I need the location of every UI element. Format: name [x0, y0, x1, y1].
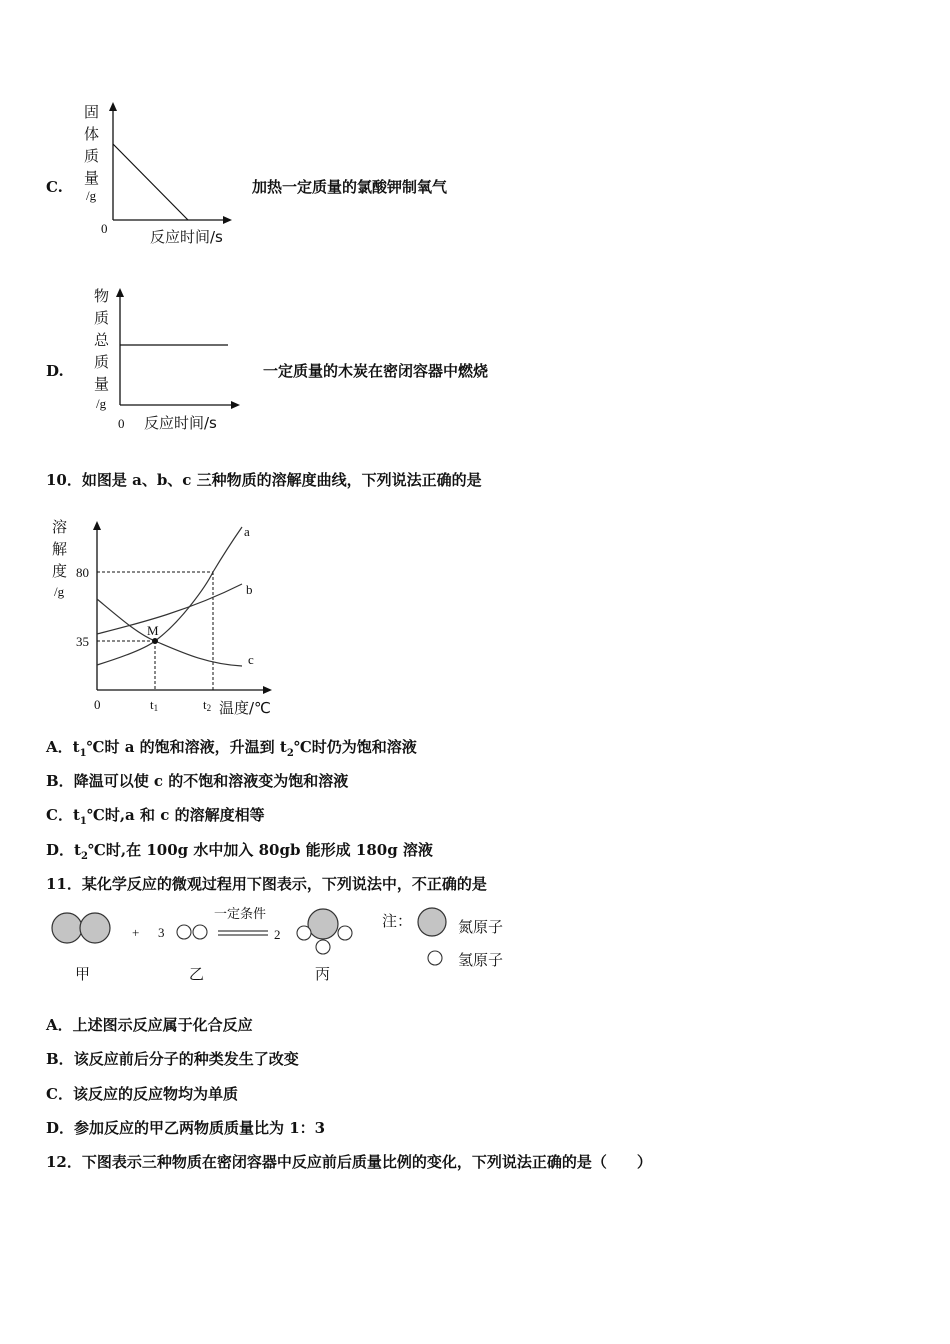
- q11-option-a: [46, 1016, 253, 1034]
- q10-option-a: [46, 738, 417, 763]
- d-xlabel: 反应时间/s: [144, 414, 217, 432]
- q10-series-c-label: c: [248, 652, 254, 667]
- h-atom-icon: [316, 940, 330, 954]
- q11-option-c-letter: C．: [46, 1085, 73, 1103]
- d-x-arrow: [231, 401, 240, 409]
- q10-option-a-text-c: ℃时仍为饱和溶液: [293, 738, 417, 756]
- q10-option-d-letter: D．: [46, 841, 75, 859]
- q11-option-d-letter: D．: [46, 1119, 75, 1137]
- c-ylabel-2: 体: [84, 125, 100, 143]
- q11-coef-yi: 3: [158, 925, 165, 940]
- option-d-graph: [80, 282, 260, 437]
- q10-xtick-t2: t2: [203, 697, 212, 713]
- q10-curve-c: [97, 599, 242, 666]
- c-ylabel-4: 量: [84, 169, 100, 187]
- q11-note: 注：: [382, 912, 413, 930]
- option-c-graph: [70, 96, 250, 251]
- q10-option-d-sub: 2: [80, 851, 88, 862]
- q10-option-c-sub: 1: [79, 816, 87, 827]
- d-ylabel-4: 质: [94, 353, 110, 371]
- q10-option-b-text: 降温可以使 c 的不饱和溶液变为饱和溶液: [73, 772, 349, 790]
- d-ylabel-3: 总: [94, 331, 110, 349]
- q10-option-b: [46, 772, 348, 790]
- q11-option-d-text: 参加反应的甲乙两物质质量比为 1：3: [74, 1119, 326, 1137]
- q10-ytick-35: 35: [76, 634, 89, 649]
- q10-option-a-text-b: ℃时 a 的饱和溶液，升温到 t: [86, 738, 287, 756]
- q11-label-jia: 甲: [75, 965, 91, 983]
- q11-legend-n: 氮原子: [458, 918, 504, 936]
- q10-point-m: [152, 638, 158, 644]
- q10-option-b-letter: B．: [46, 772, 74, 790]
- q10-ylabel-1: 溶: [52, 518, 68, 536]
- q11-option-c: [46, 1085, 238, 1103]
- q10-option-d: [46, 841, 433, 866]
- q11-option-b-letter: B．: [46, 1050, 74, 1068]
- c-xlabel: 反应时间/s: [150, 228, 223, 246]
- legend-h-atom-icon: [428, 951, 442, 965]
- q11-option-a-letter: A．: [46, 1016, 73, 1034]
- q10-solubility-chart: [46, 514, 286, 719]
- d-ylabel-1: 物: [94, 287, 110, 305]
- q10-curve-b: [97, 584, 242, 634]
- option-c-letter: C.: [46, 178, 63, 196]
- q10-ylabel-3: 度: [52, 562, 68, 580]
- q10-option-c: [46, 806, 265, 831]
- q11-stem: 11．某化学反应的微观过程用下图表示，下列说法中，不正确的是: [46, 875, 487, 893]
- q10-option-a-letter: A．: [46, 738, 73, 756]
- q10-option-c-t: t: [72, 806, 80, 824]
- n-atom-icon: [80, 913, 110, 943]
- q11-plus: +: [132, 925, 140, 940]
- legend-n-atom-icon: [418, 908, 446, 936]
- q10-y-arrow: [93, 521, 101, 530]
- q10-xlabel: 温度/℃: [219, 699, 271, 717]
- q10-option-a-sub2: 2: [286, 748, 294, 759]
- d-origin: 0: [118, 416, 125, 431]
- q10-ytick-80: 80: [76, 565, 89, 580]
- h-atom-icon: [177, 925, 191, 939]
- q10-xtick-t1: t1: [150, 697, 159, 713]
- q10-series-a-label: a: [244, 524, 250, 539]
- q11-condition: 一定条件: [214, 907, 267, 922]
- n-atom-icon: [308, 909, 338, 939]
- d-y-arrow: [116, 288, 124, 297]
- q10-ylabel-2: 解: [52, 540, 68, 558]
- h-atom-icon: [297, 926, 311, 940]
- d-ylabel-2: 质: [94, 309, 110, 327]
- q11-option-c-text: 该反应的反应物均为单质: [72, 1085, 238, 1103]
- option-d-letter: D.: [46, 362, 64, 380]
- q10-series-b-label: b: [246, 582, 253, 597]
- q10-option-c-letter: C．: [46, 806, 73, 824]
- q11-coef-bing: 2: [274, 927, 281, 942]
- q10-option-d-t: t: [74, 841, 81, 859]
- d-yunit: /g: [96, 396, 107, 411]
- q10-yunit: /g: [54, 584, 65, 599]
- c-line: [113, 144, 188, 220]
- c-x-arrow: [223, 216, 232, 224]
- q11-option-b-text: 该反应前后分子的种类发生了改变: [73, 1050, 299, 1068]
- n-atom-icon: [52, 913, 82, 943]
- q10-option-a-t: t: [72, 738, 80, 756]
- option-d-desc: 一定质量的木炭在密闭容器中燃烧: [263, 362, 489, 380]
- q10-curve-a: [97, 527, 242, 665]
- option-c-desc: 加热一定质量的氯酸钾制氧气: [252, 178, 448, 196]
- q11-option-a-text: 上述图示反应属于化合反应: [72, 1016, 253, 1034]
- c-origin: 0: [101, 221, 108, 236]
- q10-x-arrow: [263, 686, 272, 694]
- q10-origin: 0: [94, 697, 101, 712]
- q11-reaction-diagram: [46, 902, 526, 990]
- q12-stem: 12．下图表示三种物质在密闭容器中反应前后质量比例的变化，下列说法正确的是（ ）: [46, 1153, 652, 1171]
- q10-option-c-text-b: ℃时,a 和 c 的溶解度相等: [86, 806, 265, 824]
- q10-option-d-text-b: ℃时,在 100g 水中加入 80gb 能形成 180g 溶液: [87, 841, 433, 859]
- h-atom-icon: [193, 925, 207, 939]
- d-ylabel-5: 量: [94, 375, 110, 393]
- c-yunit: /g: [86, 188, 97, 203]
- q11-legend-h: 氢原子: [458, 951, 504, 969]
- q11-label-yi: 乙: [189, 965, 205, 983]
- c-ylabel-1: 固: [84, 103, 100, 121]
- q10-option-a-sub1: 1: [79, 748, 87, 759]
- q10-point-m-label: M: [147, 623, 159, 638]
- c-ylabel-3: 质: [84, 147, 100, 165]
- q11-option-b: [46, 1050, 299, 1068]
- q10-stem: 10．如图是 a、b、c 三种物质的溶解度曲线，下列说法正确的是: [46, 471, 482, 489]
- q11-option-d: [46, 1119, 325, 1137]
- h-atom-icon: [338, 926, 352, 940]
- c-y-arrow: [109, 102, 117, 111]
- q11-label-bing: 丙: [315, 965, 331, 983]
